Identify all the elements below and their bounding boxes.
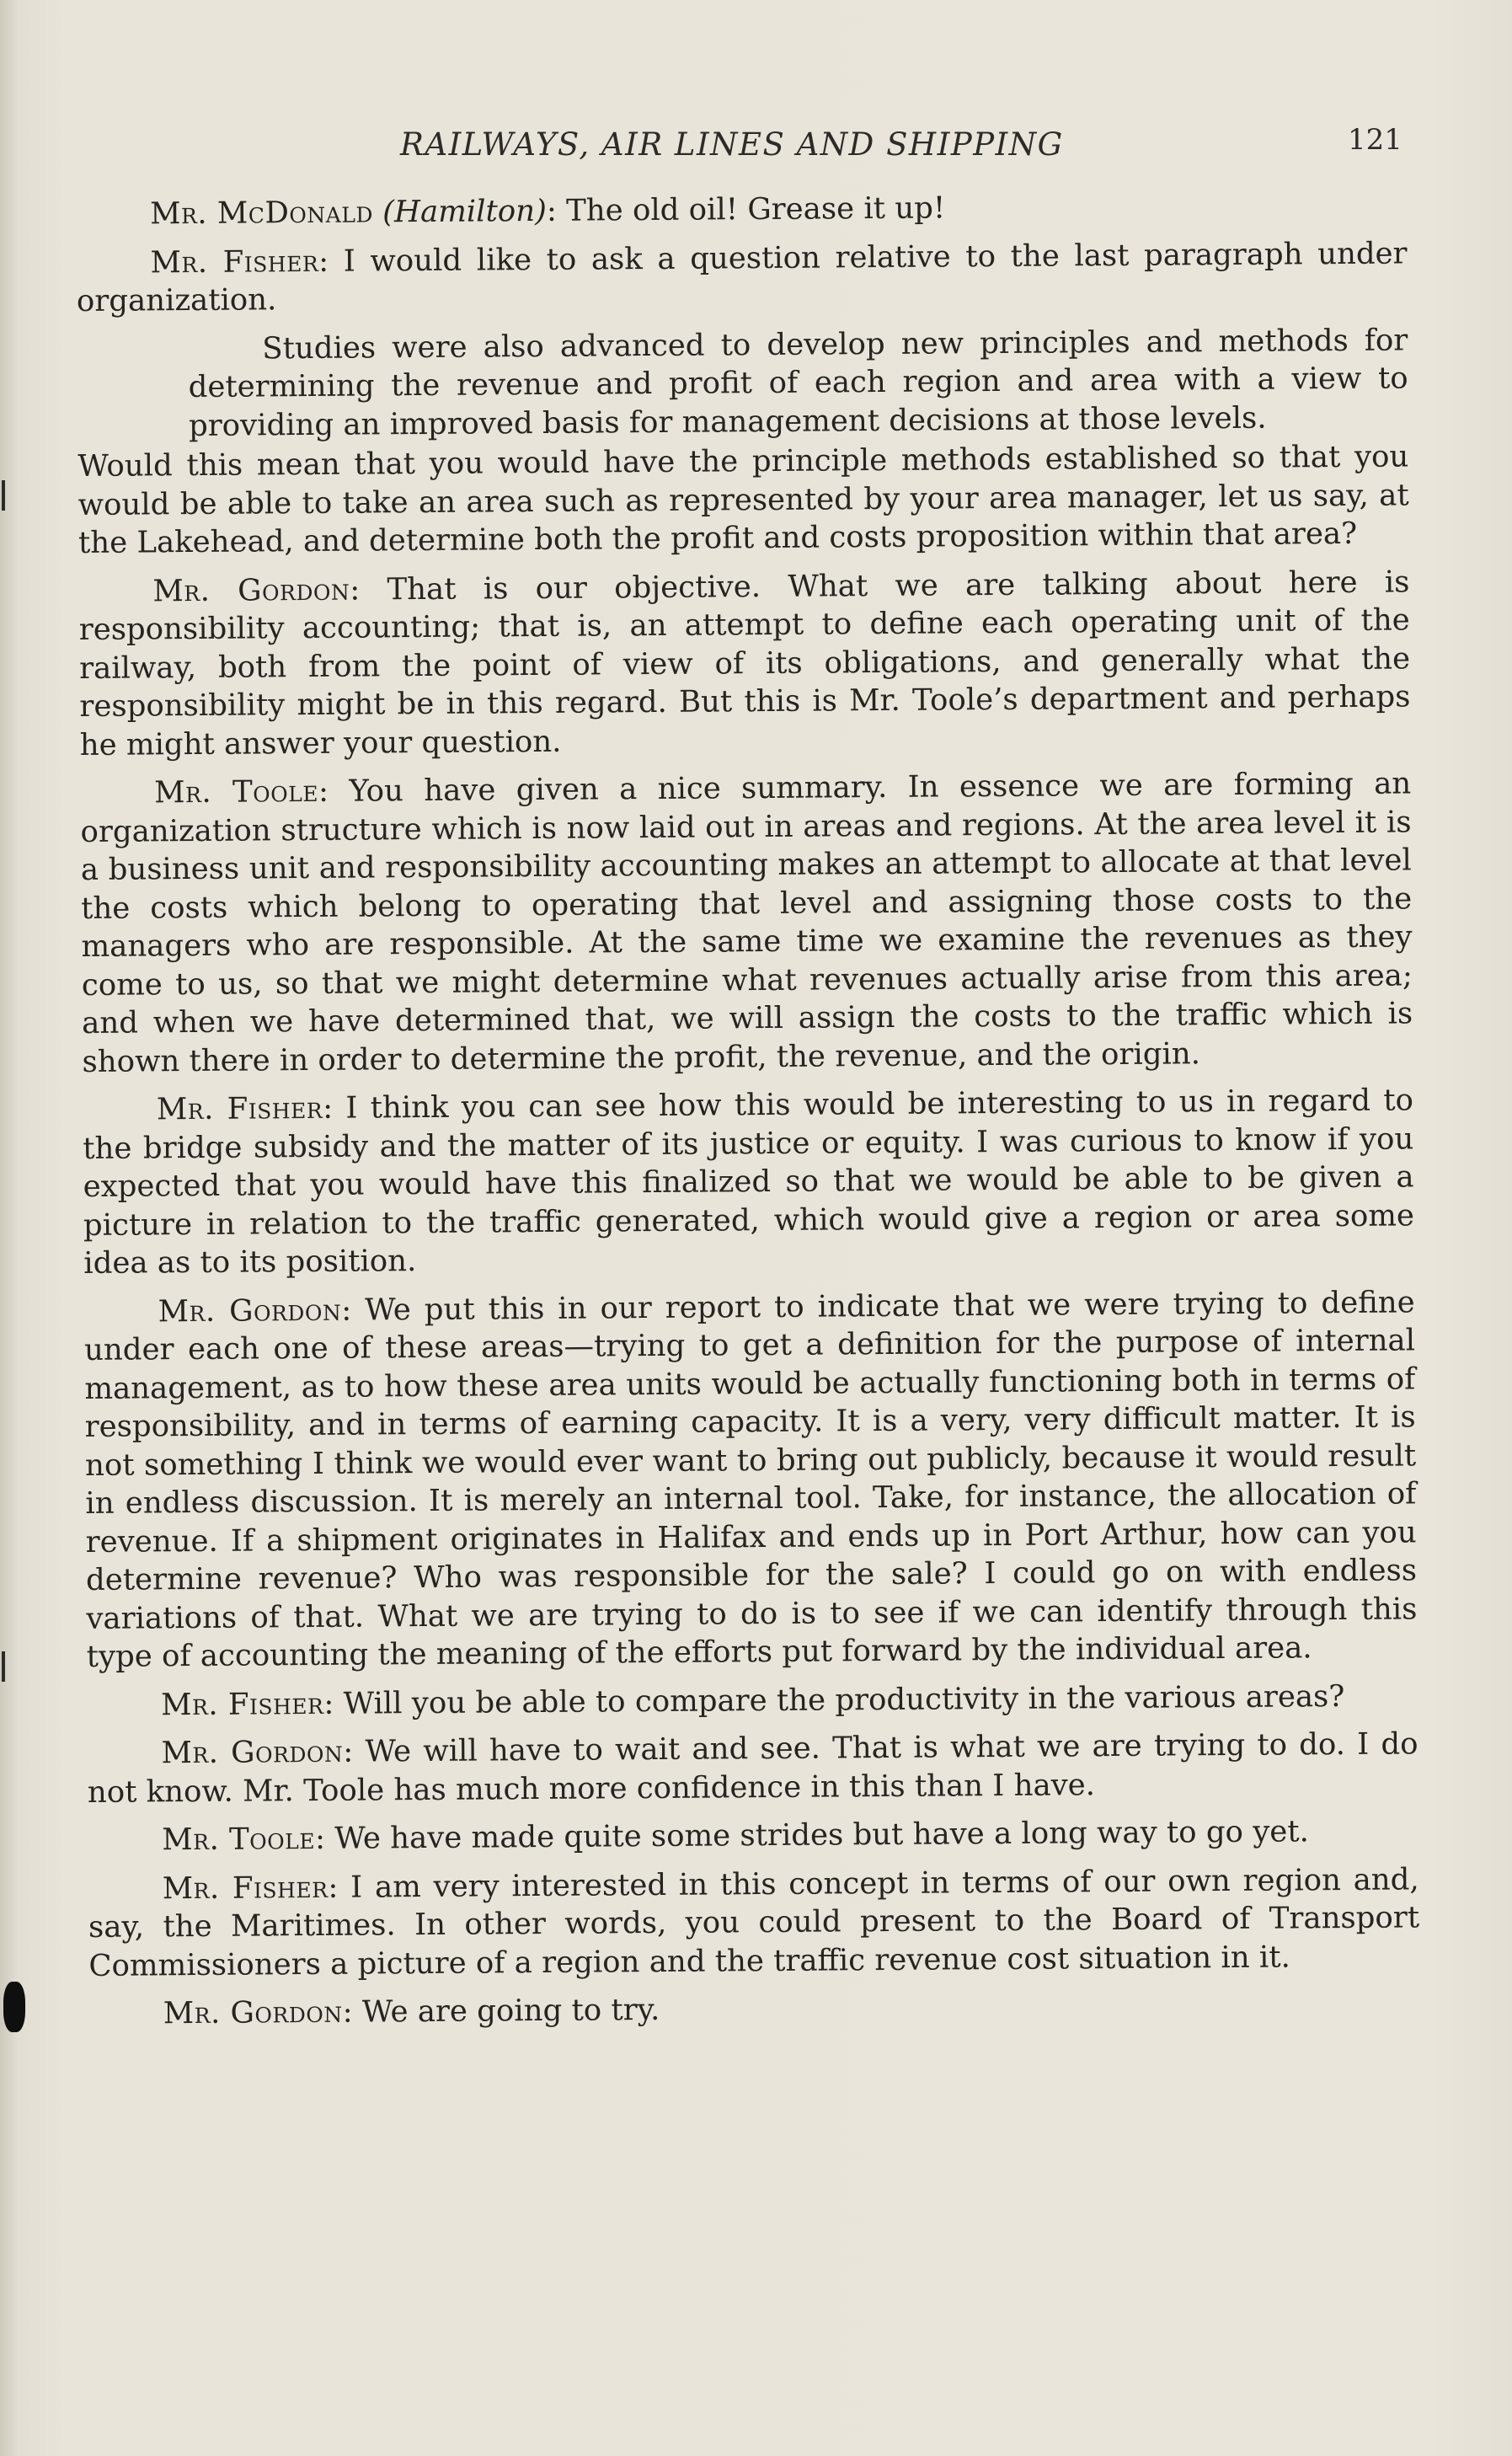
- paragraph-text: : The old oil! Grease it up!: [546, 190, 946, 228]
- paragraph-text: : We put this in our report to indicate that we were trying to define under each one of these areas—trying to get a definition for the purpose of internal management, as to how these area units would be actually functioning both in terms of responsibility, and in terms of earning capacity. It is a very, very difficult matter. It is not something I think we would ever want to bring out publicly, because it would result in endless discussion. It is merely an internal tool. Take, for instance, the allocation of revenue. If a shipment originates in Halifax and ends up in Port Arthur, how can you determine revenue? Who was responsible for the sale? I could go on with endless variations of that. What we are trying to do is to see if we can identify through this type of accounting the meaning of the efforts put forward by the individual area.: [83, 1284, 1418, 1674]
- speaker-name: Mr. Gordon: [158, 1292, 342, 1329]
- speaker-name: Mr. Gordon: [152, 572, 350, 608]
- text-body: [76, 185, 1420, 2043]
- paragraph-fisher: [76, 234, 1408, 321]
- paragraph-gordon: [87, 1725, 1419, 1811]
- speaker-name: Mr. Fisher: [150, 243, 319, 280]
- paragraph-text: : That is our objective. What we are talking about here is responsibility accounting; that is, an attempt to define each operating unit of the railway, both from the point of view of its obligations, and generally what the responsibility might be in this regard. But this is Mr. Toole’s department and perhaps he might answer your question.: [78, 564, 1411, 762]
- paragraph-text: : We will have to wait and see. That is what we are trying to do. I do not know. Mr. Toole has much more confidence in this than I have.: [87, 1726, 1419, 1810]
- paragraph-text: : We are going to try.: [342, 1992, 660, 2030]
- speaker-name: Mr. Fisher: [162, 1870, 329, 1906]
- paragraph-fisher: [88, 1860, 1420, 1985]
- speaker-name: Mr. McDonald: [150, 195, 374, 232]
- paragraph-text: : I think you can see how this would be interesting to us in regard to the bridge subsidy and the matter of its justice or equity. I was curious to know if you expected that you would have this finalized so that we would be able to be given a picture in relation to the traffic generated, which would give a region or area some idea as to its position.: [83, 1083, 1415, 1281]
- paragraph-gordon: [78, 563, 1411, 764]
- binding-mark: [2, 480, 5, 511]
- speaker-name: Mr. Gordon: [163, 1994, 343, 2031]
- paragraph-text: : I am very interested in this concept in terms of our own region and, say, the Maritimes. In other words, you could present to the Board of Transport Commissioners a picture of a region and the traffic revenue cost situation in it.: [88, 1861, 1420, 1983]
- paragraph-mcdonald: [76, 185, 1407, 233]
- speaker-name: Mr. Fisher: [156, 1090, 323, 1127]
- binding-mark: [2, 1651, 5, 1682]
- speaker-riding: (Hamilton): [382, 193, 548, 230]
- speaker-name: Mr. Fisher: [160, 1686, 324, 1722]
- paragraph-text: : We have made quite some strides but have a long way to go yet.: [314, 1814, 1310, 1856]
- speaker-name: Mr. Toole: [162, 1821, 316, 1858]
- paragraph-gordon: [89, 1985, 1420, 2033]
- paragraph-text: : You have given a nice summary. In essence we are forming an organization structure which is now laid out in areas and regions. At the area level it is a business unit and responsibility accounting makes an attempt to allocate at that level the costs which belong to operating that level and assigning those costs to the managers who are responsible. At the same time we examine the revenues as they come to us, so that we might determine what revenues actually arise from this area; and when we have determined that, we will assign the costs to the traffic which is shown there in order to determine the profit, the revenue, and the origin.: [80, 766, 1413, 1079]
- paragraph-continuation: Would this mean that you would have the principle methods established so that you would be able to take an area such as represented by your area manager, let us say, at the Lakehead, and determine both the profit and costs proposition within that area?: [77, 439, 1409, 560]
- paragraph-gordon: [84, 1283, 1418, 1677]
- paragraph-toole: [80, 764, 1413, 1081]
- paragraph-fisher: [87, 1677, 1418, 1725]
- binding-hole: [3, 1982, 25, 2032]
- paragraph-fisher: [83, 1081, 1415, 1282]
- speaker-name: Mr. Toole: [154, 773, 319, 811]
- paragraph-toole: [88, 1811, 1419, 1859]
- speaker-name: Mr. Gordon: [161, 1734, 344, 1771]
- paragraph-text: : Will you be able to compare the productivity in the various areas?: [323, 1678, 1345, 1721]
- page-number: 121: [1348, 123, 1402, 157]
- running-head: RAILWAYS, AIR LINES AND SHIPPING: [400, 126, 1064, 163]
- paragraph-text: : I would like to ask a question relative to the last paragraph under organization.: [76, 235, 1408, 318]
- block-quote: Studies were also advanced to develop new principles and methods for determining the revenue and profit of each region and area with a view to providing an improved basis for management decisions at those levels.: [188, 322, 1408, 443]
